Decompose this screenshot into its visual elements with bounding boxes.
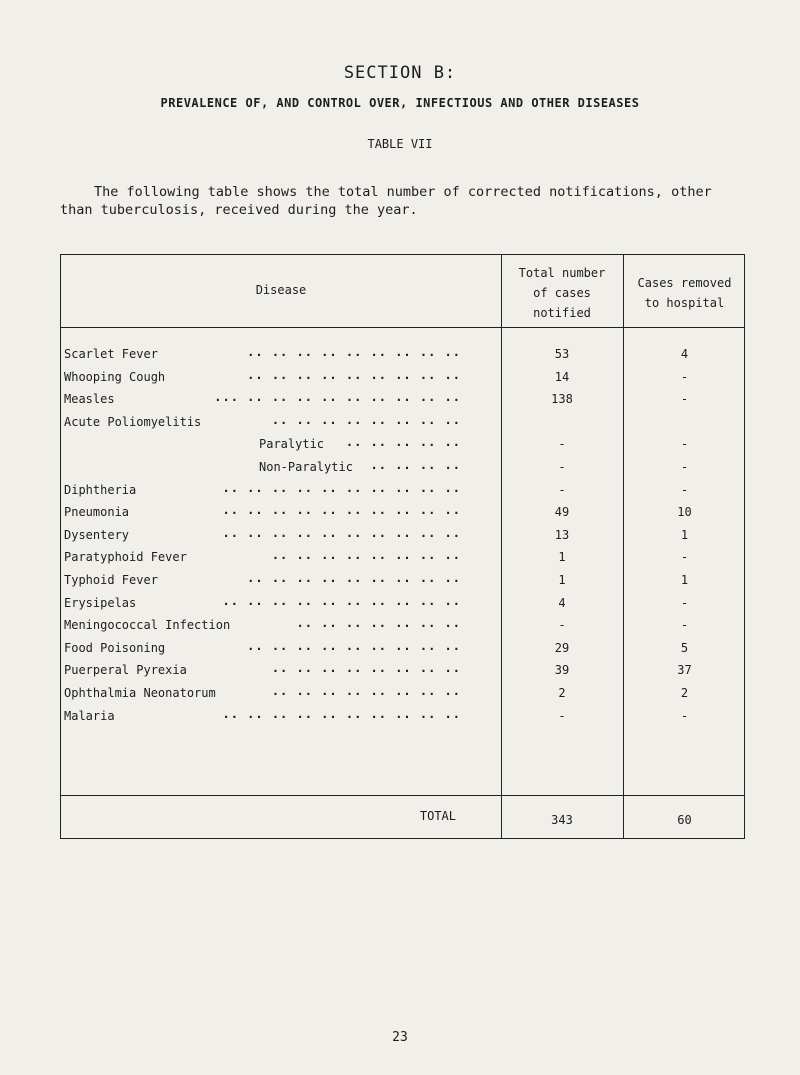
cases-removed: - — [680, 460, 689, 474]
cases-notified: 4 — [558, 595, 566, 610]
disease-name: Dysentery — [64, 527, 130, 542]
page-number: 23 — [392, 1030, 408, 1045]
leader-dots: .. .. .. .. .. .. .. — [296, 616, 461, 631]
leader-dots: .. .. .. .. .. .. .. .. .. .. — [222, 593, 461, 608]
section-subtitle: PREVALENCE OF, AND CONTROL OVER, INFECTIOUS AND OTHER DISEASES — [160, 96, 640, 110]
leader-dots: .. .. .. .. .. .. .. .. — [271, 684, 461, 698]
disease-name: Diphtheria — [64, 482, 137, 497]
disease-name: Non-Paralytic — [259, 460, 353, 474]
leader-dots: .. .. .. .. .. .. .. .. .. — [247, 571, 461, 585]
cases-notified: 138 — [551, 392, 573, 407]
notifications-table — [60, 254, 745, 839]
leader-dots: .. .. .. .. .. .. .. .. .. .. — [222, 525, 461, 540]
disease-name: Acute Poliomyelitis — [64, 414, 202, 429]
cases-notified: 1 — [558, 550, 566, 565]
cases-removed: - — [680, 708, 689, 723]
section-title: SECTION B: — [343, 63, 457, 83]
cases-notified: 13 — [554, 527, 570, 542]
leader-dots: .. .. .. .. .. .. .. .. .. .. — [222, 480, 461, 495]
total-removed: 60 — [677, 813, 692, 827]
cases-notified: 1 — [558, 573, 566, 587]
table-row — [61, 705, 746, 727]
table-row — [61, 479, 746, 501]
leader-dots: .. .. .. .. .. .. .. .. .. .. — [222, 503, 461, 518]
table-row — [61, 366, 746, 388]
header-divider — [61, 327, 744, 328]
intro-line-1: The following table shows the total number of corrected notifications, other — [94, 184, 712, 200]
table-row — [61, 501, 746, 523]
header-cases-line: Cases removed — [637, 276, 732, 290]
table-row — [61, 388, 746, 410]
cases-notified: 2 — [558, 686, 566, 700]
cases-removed: - — [680, 369, 689, 384]
cases-notified: - — [558, 618, 566, 633]
header-cases-removed — [623, 273, 746, 313]
cases-removed: - — [680, 618, 689, 633]
header-total-notified — [501, 263, 623, 323]
table-row — [61, 524, 746, 546]
table-row — [61, 546, 746, 568]
intro-paragraph — [60, 183, 750, 219]
cases-removed: - — [680, 482, 689, 497]
cases-removed: 1 — [680, 527, 689, 542]
cases-removed: 5 — [680, 640, 689, 655]
cases-notified: 39 — [554, 663, 570, 678]
table-row — [61, 592, 746, 614]
cases-removed: 37 — [677, 663, 692, 678]
table-row — [61, 343, 746, 365]
disease-name: Puerperal Pyrexia — [64, 663, 187, 678]
table-row — [61, 411, 746, 433]
leader-dots: .. .. .. .. — [370, 458, 461, 472]
header-total-line: notified — [533, 306, 591, 320]
header-total-line: Total number — [518, 266, 606, 280]
total-notified: 343 — [551, 813, 573, 827]
leader-dots: .. .. .. .. .. .. .. .. — [271, 661, 461, 676]
leader-dots: .. .. .. .. .. — [345, 435, 461, 450]
table-row — [61, 682, 746, 704]
table-row — [61, 614, 746, 636]
cases-notified: - — [558, 437, 566, 452]
disease-name: Whooping Cough — [64, 369, 166, 384]
cases-notified: - — [558, 482, 566, 497]
cases-notified: 29 — [554, 640, 570, 655]
cases-notified: 14 — [554, 369, 570, 384]
header-cases-line: to hospital — [644, 296, 725, 310]
intro-line-2: than tuberculosis, received during the year. — [60, 202, 418, 218]
disease-name: Paralytic — [259, 437, 325, 452]
cases-removed: 1 — [680, 573, 689, 587]
cases-notified: - — [558, 460, 566, 474]
table-title: TABLE VII — [367, 137, 433, 151]
cases-notified: 53 — [554, 347, 570, 361]
cases-removed: - — [680, 437, 689, 452]
cases-removed: - — [680, 595, 689, 610]
leader-dots: .. .. .. .. .. .. .. .. — [271, 548, 461, 563]
table-row — [61, 569, 746, 591]
table-row — [61, 433, 746, 455]
disease-name: Malaria — [64, 708, 115, 723]
disease-name: Meningococcal Infection — [64, 618, 231, 633]
total-divider — [61, 795, 744, 796]
cases-removed: 2 — [680, 686, 689, 700]
disease-name: Measles — [64, 392, 115, 407]
cases-notified: - — [558, 708, 566, 723]
table-row — [61, 659, 746, 681]
disease-name: Ophthalmia Neonatorum — [64, 686, 216, 700]
leader-dots: .. .. .. .. .. .. .. .. .. .. — [222, 706, 461, 721]
leader-dots: .. .. .. .. .. .. .. .. .. — [247, 638, 461, 653]
table-row — [61, 637, 746, 659]
cases-removed: - — [680, 392, 689, 407]
disease-name: Pneumonia — [64, 505, 130, 520]
disease-name: Paratyphoid Fever — [64, 550, 187, 565]
cases-removed: - — [680, 550, 689, 565]
leader-dots: .. .. .. .. .. .. .. .. .. — [247, 345, 461, 359]
table-row — [61, 456, 746, 478]
cases-notified: 49 — [554, 505, 570, 520]
leader-dots: .. .. .. .. .. .. .. .. .. — [247, 367, 461, 382]
cases-removed: 4 — [680, 347, 689, 361]
disease-name: Food Poisoning — [64, 640, 166, 655]
leader-dots: .. .. .. .. .. .. .. .. — [271, 412, 461, 427]
header-total-line: of cases — [533, 286, 591, 300]
total-label: TOTAL — [419, 809, 456, 823]
cases-removed: 10 — [677, 505, 692, 520]
header-disease: Disease — [255, 283, 307, 297]
leader-dots: ... .. .. .. .. .. .. .. .. .. — [214, 390, 461, 405]
disease-name: Erysipelas — [64, 595, 137, 610]
disease-name: Typhoid Fever — [64, 573, 158, 587]
disease-name: Scarlet Fever — [64, 347, 158, 361]
